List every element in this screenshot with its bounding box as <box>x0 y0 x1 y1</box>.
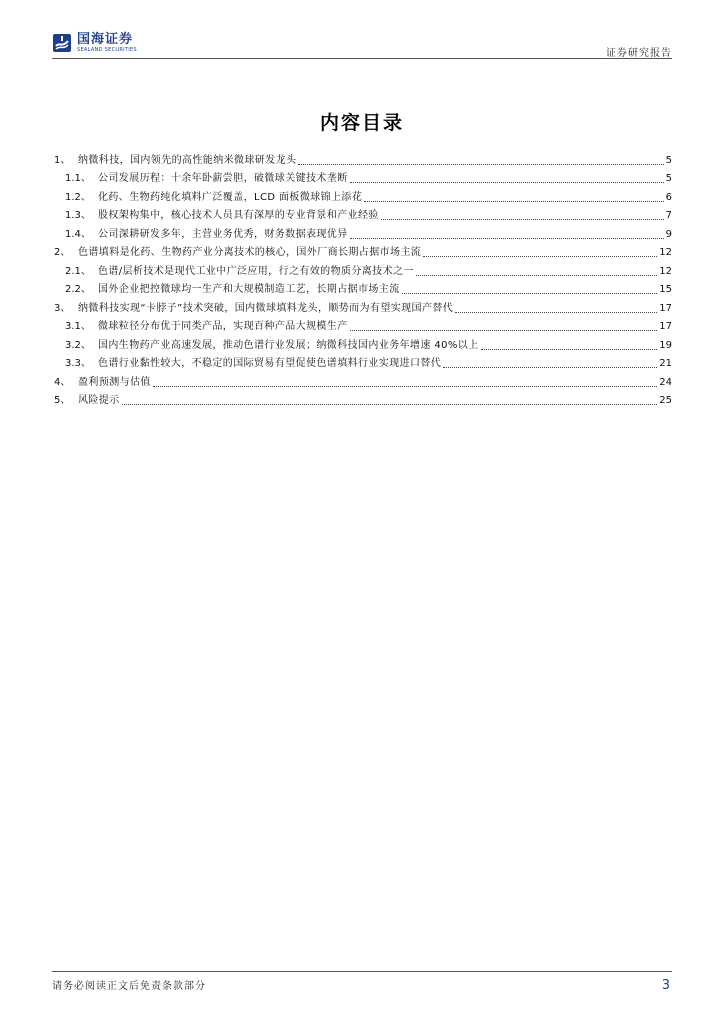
toc-entry-number: 1.4、 <box>65 228 91 240</box>
toc-dot-leader <box>416 275 657 276</box>
toc-entry-page: 5 <box>665 154 672 166</box>
toc-dot-leader <box>350 330 658 331</box>
brand-name-en: SEALAND SECURITIES <box>77 47 137 53</box>
toc-entry-number: 1.2、 <box>65 191 91 203</box>
toc-entry[interactable] <box>54 168 672 187</box>
toc-entry-number: 1、 <box>54 154 71 166</box>
toc-entry-number: 5、 <box>54 395 71 406</box>
toc-entry-page: 5 <box>665 173 672 184</box>
toc-entry-title: 色谱/层析技术是现代工业中广泛应用，行之有效的物质分离技术之一 <box>98 265 414 277</box>
toc-entry[interactable] <box>54 371 672 390</box>
toc-dot-leader <box>364 201 663 202</box>
toc-entry[interactable] <box>54 205 672 224</box>
toc-entry-number: 1.1、 <box>65 173 91 184</box>
toc-entry-page: 12 <box>659 247 672 258</box>
toc-entry-number: 2.2、 <box>65 284 91 295</box>
toc-dot-leader <box>455 312 657 313</box>
toc-entry-title: 股权架构集中，核心技术人员具有深厚的专业背景和产业经验 <box>98 210 379 221</box>
toc-entry-page: 15 <box>659 284 672 295</box>
brand-name-cn: 国海证券 <box>77 32 134 47</box>
toc-entry-title: 公司深耕研发多年，主营业务优秀，财务数据表现优异 <box>98 228 348 240</box>
toc-entry-title: 色谱填料是化药、生物药产业分离技术的核心，国外厂商长期占据市场主流 <box>78 247 422 258</box>
toc-entry[interactable] <box>54 279 672 298</box>
toc-dot-leader <box>423 256 657 257</box>
table-of-contents <box>54 149 672 408</box>
toc-dot-leader <box>122 404 658 405</box>
toc-entry[interactable] <box>54 260 672 279</box>
footer-divider <box>52 971 672 972</box>
toc-entry-title: 盈利预测与估值 <box>78 376 151 388</box>
toc-entry-number: 3.3、 <box>65 358 91 369</box>
toc-entry-number: 4、 <box>54 376 71 388</box>
toc-entry-page: 21 <box>659 358 672 369</box>
page-header <box>52 30 672 58</box>
toc-entry-title: 风险提示 <box>78 395 120 406</box>
toc-entry-title: 纳微科技，国内领先的高性能纳米微球研发龙头 <box>78 154 297 166</box>
toc-entry-page: 24 <box>659 376 672 388</box>
toc-entry-number: 2、 <box>54 247 71 258</box>
toc-dot-leader <box>481 349 658 350</box>
header-divider <box>52 58 672 59</box>
toc-entry-page: 6 <box>665 191 672 203</box>
toc-entry-number: 3.1、 <box>65 321 91 332</box>
toc-entry-page: 7 <box>665 210 672 221</box>
toc-entry[interactable] <box>54 223 672 242</box>
toc-title: 内容目录 <box>319 112 404 134</box>
toc-dot-leader <box>350 182 664 183</box>
toc-entry[interactable] <box>54 149 672 168</box>
toc-dot-leader <box>381 219 664 220</box>
toc-entry-page: 19 <box>659 339 672 351</box>
toc-entry-number: 3、 <box>54 302 71 314</box>
toc-entry[interactable] <box>54 297 672 316</box>
toc-dot-leader <box>153 386 657 387</box>
page-number: 3 <box>661 978 670 993</box>
brand-logo <box>52 30 137 56</box>
toc-entry-title: 纳微科技实现“卡脖子”技术突破，国内微球填料龙头，顺势而为有望实现国产替代 <box>78 302 454 314</box>
toc-entry-title: 微球粒径分布优于同类产品，实现百种产品大规模生产 <box>98 321 348 332</box>
toc-entry-title: 化药、生物药纯化填料广泛覆盖，LCD 面板微球锦上添花 <box>98 191 363 203</box>
toc-entry[interactable] <box>54 390 672 409</box>
sealand-logo-icon <box>52 33 72 53</box>
toc-entry-page: 12 <box>659 265 672 277</box>
toc-entry[interactable] <box>54 316 672 335</box>
toc-dot-leader <box>402 293 658 294</box>
toc-dot-leader <box>350 238 664 239</box>
toc-entry-page: 17 <box>659 321 672 332</box>
toc-entry[interactable] <box>54 242 672 261</box>
toc-entry-title: 色谱行业黏性较大，不稳定的国际贸易有望促使色谱填料行业实现进口替代 <box>98 358 442 369</box>
toc-dot-leader <box>298 164 663 165</box>
toc-entry-page: 9 <box>665 228 672 240</box>
toc-entry-number: 2.1、 <box>65 265 91 277</box>
toc-entry-title: 公司发展历程：十余年卧薪尝胆，破微球关键技术垄断 <box>98 173 348 184</box>
report-type-label: 证券研究报告 <box>606 48 672 59</box>
toc-entry[interactable] <box>54 186 672 205</box>
toc-entry[interactable] <box>54 353 672 372</box>
toc-entry-title: 国外企业把控微球均一生产和大规模制造工艺，长期占据市场主流 <box>98 284 400 295</box>
toc-entry-page: 25 <box>659 395 672 406</box>
toc-entry[interactable] <box>54 334 672 353</box>
toc-dot-leader <box>443 367 657 368</box>
disclaimer-note: 请务必阅读正文后免责条款部分 <box>52 981 206 992</box>
toc-entry-title: 国内生物药产业高速发展，推动色谱行业发展；纳微科技国内业务年增速 40%以上 <box>98 339 479 351</box>
toc-entry-number: 3.2、 <box>65 339 91 351</box>
toc-entry-page: 17 <box>659 302 672 314</box>
toc-entry-number: 1.3、 <box>65 210 91 221</box>
